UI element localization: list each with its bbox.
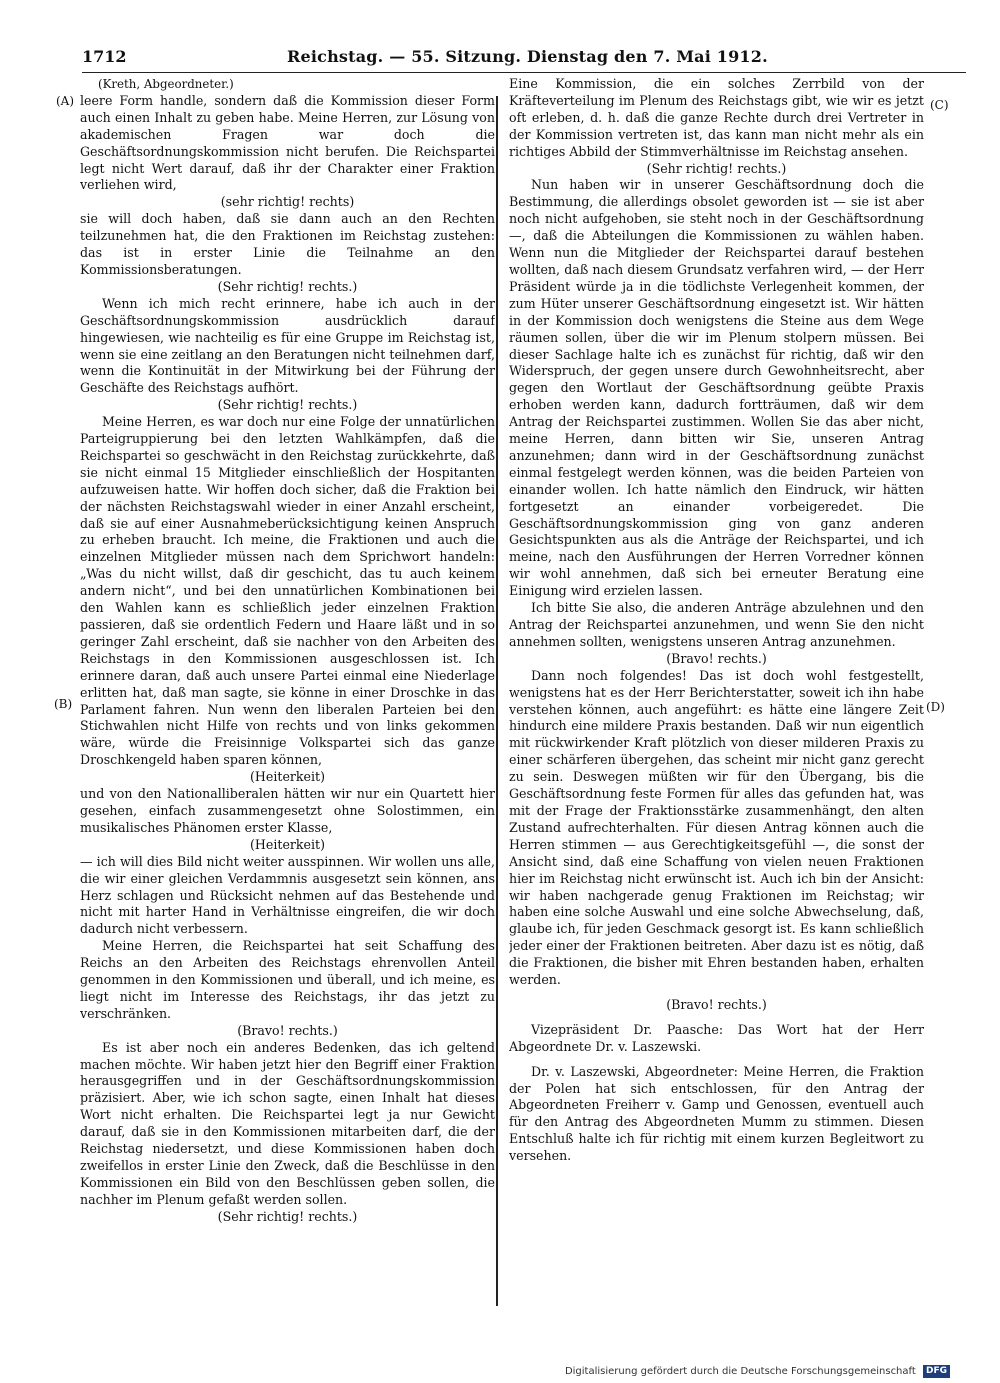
paragraph: leere Form handle, sondern daß die Kommission dieser Form auch einen Inhalt zu geben habe. Meine Herren, zur Lösung von akademischen Fragen war doch die Geschäftsordnungskommission nicht berufen. Die Reichspartei legt nicht Wert darauf, daß ihr der Charakter einer Fraktion verliehen wird, xyxy=(80,92,495,193)
paragraph: — ich will dies Bild nicht weiter ausspinnen. Wir wollen uns alle, die wir einer gleichen Verdammnis ausgesetzt sein können, ans Herz schlagen und Rücksicht nehmen auf das Bestehende und nicht mit harter Hand in Verhältnisse eingreifen, die wir doch dadurch nicht verbessern. xyxy=(80,853,495,937)
header-rule xyxy=(82,72,966,73)
right-column xyxy=(509,76,924,1316)
paragraph: sie will doch haben, daß sie dann auch an den Rechten teilzunehmen hat, die den Fraktionen im Reichstag zustehen: das ist in erster Linie die Teilnahme an den Kommissionsberatungen. xyxy=(80,211,495,277)
interjection: (Sehr richtig! rechts.) xyxy=(217,1208,358,1224)
interjection: (Sehr richtig! rechts.) xyxy=(646,160,787,176)
paragraph: Es ist aber noch ein anderes Bedenken, das ich geltend machen möchte. Wir haben jetzt hier den Begriff einer Fraktion herausgegriffen und in der Geschäftsordnungskommission präzisiert. Aber, wie ich schon sagte, einen Inhalt hat dieses Wort nicht erhalten. Die Reichspartei legt ja nur Gewicht darauf, daß sie in den Kommissionen mitarbeiten darf, die der Reichstag niedersetzt, und diese Kommissionen haben doch zweifellos in erster Linie den Zweck, daß die Beschlüsse in den Kommissionen ein Bild von den Beschlüssen geben sollen, die nachher im Plenum gefaßt werden sollen. xyxy=(80,1039,495,1207)
paragraph: und von den Nationalliberalen hätten wir nur ein Quartett hier gesehen, einfach zusammengesetzt ohne Solostimmen, ein musikalisches Phänomen erster Klasse, xyxy=(80,786,495,835)
paragraph: Meine Herren, die Reichspartei hat seit Schaffung des Reichs an den Arbeiten des Reichstags ehrenvollen Anteil genommen in den Kommissionen und überall, und ich meine, es liegt nicht im Interesse des Reichstags, ihr das jetzt zu verschränken. xyxy=(80,938,495,1021)
interjection: (Bravo! rechts.) xyxy=(666,650,767,666)
left-column xyxy=(80,76,495,1316)
margin-mark-c: (C) xyxy=(930,98,949,112)
paragraph: (Kreth, Abgeordneter.) xyxy=(98,77,234,91)
dfg-logo: DFG xyxy=(923,1365,950,1378)
interjection: (Sehr richtig! rechts.) xyxy=(217,397,358,413)
interjection: (Bravo! rechts.) xyxy=(237,1022,338,1038)
paragraph: Dr. v. Laszewski, Abgeordneter: Meine Herren, die Fraktion der Polen hat sich entschlossen, für den Antrag der Abgeordneten Freiherr v. Gamp und Genossen, eventuell auch für den Antrag des Abgeordneten Mumm zu stimmen. Diesen Entschluß halte ich für richtig mit einem kurzen Begleitwort zu versehen. xyxy=(509,1063,924,1164)
margin-mark-a: (A) xyxy=(56,94,75,108)
paragraph: Meine Herren, es war doch nur eine Folge der unnatürlichen Parteigruppierung bei den letzten Wahlkämpfen, daß die Reichspartei so geschwächt in den Reichstag zurückkehrte, daß sie nicht einmal 15 Mitglieder einschließlich der Hospitanten aufzuweisen hatte. Wir hoffen doch sicher, daß die Fraktion bei der nächsten Reichstagswahl wieder in einer Anzahl erscheint, daß sie auf einer Ausnahmeberücksichtigung keinen Anspruch zu erheben braucht. Ich meine, die Fraktionen und auch die einzelnen Mitglieder müssen nach dem Sprichwort handeln: „Was du nicht willst, daß dir geschicht, das tu auch keinem andern nicht“, und bei den unnatürlichen Kombinationen bei den Wahlen kann es schließlich jeder einzelnen Fraktion passieren, daß sie ordentlich Federn und Haare läßt und in so geringer Zahl erscheint, daß sie nachher von den Arbeiten des Reichstags in den Kommissionen ausgeschlossen ist. Ich erinnere daran, daß auch unsere Partei einmal eine Niederlage erlitten hat, daß man sagte, sie könne in einer Droschke in das Parlament fahren. Nun wenn den liberalen Parteien bei den Stichwahlen nicht Hilfe von rechts und von links gekommen wäre, würde die Freisinnige Volkspartei sich das ganze Droschkengeld haben sparen können, xyxy=(80,414,495,768)
interjection: (Bravo! rechts.) xyxy=(666,996,767,1012)
paragraph: Eine Kommission, die ein solches Zerrbild von der Kräfteverteilung im Plenum des Reichstags gibt, wie wir es jetzt oft erleben, d. h. daß die ganze Rechte durch drei Vertreter in der Kommission vertreten ist, das kann man nicht mehr als ein richtiges Abbild der Stimmverhältnisse im Reichstag ansehen. xyxy=(509,76,924,159)
margin-mark-b: (B) xyxy=(54,697,73,711)
paragraph: Wenn ich mich recht erinnere, habe ich auch in der Geschäftsordnungskommission ausdrücklich darauf hingewiesen, wie nachteilig es für eine Gruppe im Reichstag ist, wenn sie eine zeitlang an den Beratungen nicht teilnehmen darf, wenn die Kontinuität in der Mitwirkung bei der Führung der Geschäfte des Reichstags aufhört. xyxy=(80,295,495,396)
page-header xyxy=(82,46,976,68)
margin-mark-d: (D) xyxy=(926,700,945,714)
paragraph: Nun haben wir in unserer Geschäftsordnung doch die Bestimmung, die allerdings obsolet geworden ist — sie ist aber noch nicht aufgehoben, sie steht noch in der Geschäftsordnung —, daß die Abteilungen die Kommissionen zu wählen haben. Wenn nun die Mitglieder der Reichspartei darauf bestehen wollten, daß nach diesem Grundsatz verfahren wird, — der Herr Präsident würde ja in die tödlichste Verlegenheit kommen, der zum Hüter unserer Geschäftsordnung eingesetzt ist. Wir hätten in der Kommission doch wenigstens die Steine aus dem Wege räumen sollen, über die wir im Plenum stolpern müssen. Bei dieser Sachlage halte ich es zunächst für richtig, daß wir den Widerspruch, der gegen unsere durch Gewohnheitsrecht, aber gegen den Wortlaut der Geschäftsordnung geübte Praxis erhoben werden kann, dadurch fortträumen, daß wir dem Antrag der Reichspartei zustimmen. Wollen Sie das aber nicht, meine Herren, dann bitten wir Sie, unseren Antrag anzunehmen; dann wird in der Geschäftsordnung zunächst einmal festgelegt werden können, was die beiden Parteien von einander wollen. Ich hatte nämlich den Eindruck, wir hätten fortgesetzt an einander vorbeigeredet. Die Geschäftsordnungskommission ging von ganz anderen Gesichtspunkten aus als die Anträge der Reichspartei, und ich meine, nach den Ausführungen der Herren Vorredner können wir wohl annehmen, daß sich bei erneuter Beratung eine Einigung wird erzielen lassen. xyxy=(509,177,924,599)
page-number: 1712 xyxy=(82,47,127,66)
column-divider xyxy=(496,96,498,1306)
running-title: Reichstag. — 55. Sitzung. Dienstag den 7. Mai 1912. xyxy=(287,47,768,66)
footer-credit: Digitalisierung gefördert durch die Deutsche Forschungsgemeinschaft xyxy=(564,1366,916,1377)
footer xyxy=(565,1364,950,1380)
interjection: (Heiterkeit) xyxy=(250,836,325,852)
paragraph: Ich bitte Sie also, die anderen Anträge abzulehnen und den Antrag der Reichspartei anzunehmen, und wenn Sie den nicht annehmen sollten, wenigstens unseren Antrag anzunehmen. xyxy=(509,600,924,649)
paragraph: Dann noch folgendes! Das ist doch wohl festgestellt, wenigstens hat es der Herr Berichterstatter, soweit ich ihn habe verstehen können, auch angeführt: es hätte eine längere Zeit hindurch eine mildere Praxis bestanden. Daß wir nun eigentlich mit rückwirkender Kraft plötzlich von dieser milderen Praxis zu einer schärferen übergehen, das scheint mir nicht ganz gerecht zu sein. Deswegen müßten wir für den Übergang, bis die Geschäftsordnung feste Formen für alles das gefunden hat, was mit der Frage der Fraktionsstärke zusammenhängt, den alten Zustand aufrechterhalten. Für diesen Antrag können auch die Herren stimmen — aus Gerechtigkeitsgefühl —, die sonst der Ansicht sind, daß eine Schaffung von vielen neuen Fraktionen hier im Reichstag nicht erwünscht ist. Auch ich bin der Ansicht: wir haben nachgerade genug Fraktionen im Reichstag; wir haben eine solche Auswahl und eine solche Abwechselung, daß, glaube ich, für jeden Geschmack gesorgt ist. Es kann schließlich jeder einer der Fraktionen beitreten. Aber dazu ist es nötig, daß die Fraktionen, die bisher mit Ehren bestanden haben, erhalten werden. xyxy=(509,667,924,988)
interjection: (Heiterkeit) xyxy=(250,769,325,785)
interjection: (sehr richtig! rechts) xyxy=(220,194,355,210)
interjection: (Sehr richtig! rechts.) xyxy=(217,278,358,294)
paragraph: Vizepräsident Dr. Paasche: Das Wort hat der Herr Abgeordnete Dr. v. Laszewski. xyxy=(509,1021,924,1054)
